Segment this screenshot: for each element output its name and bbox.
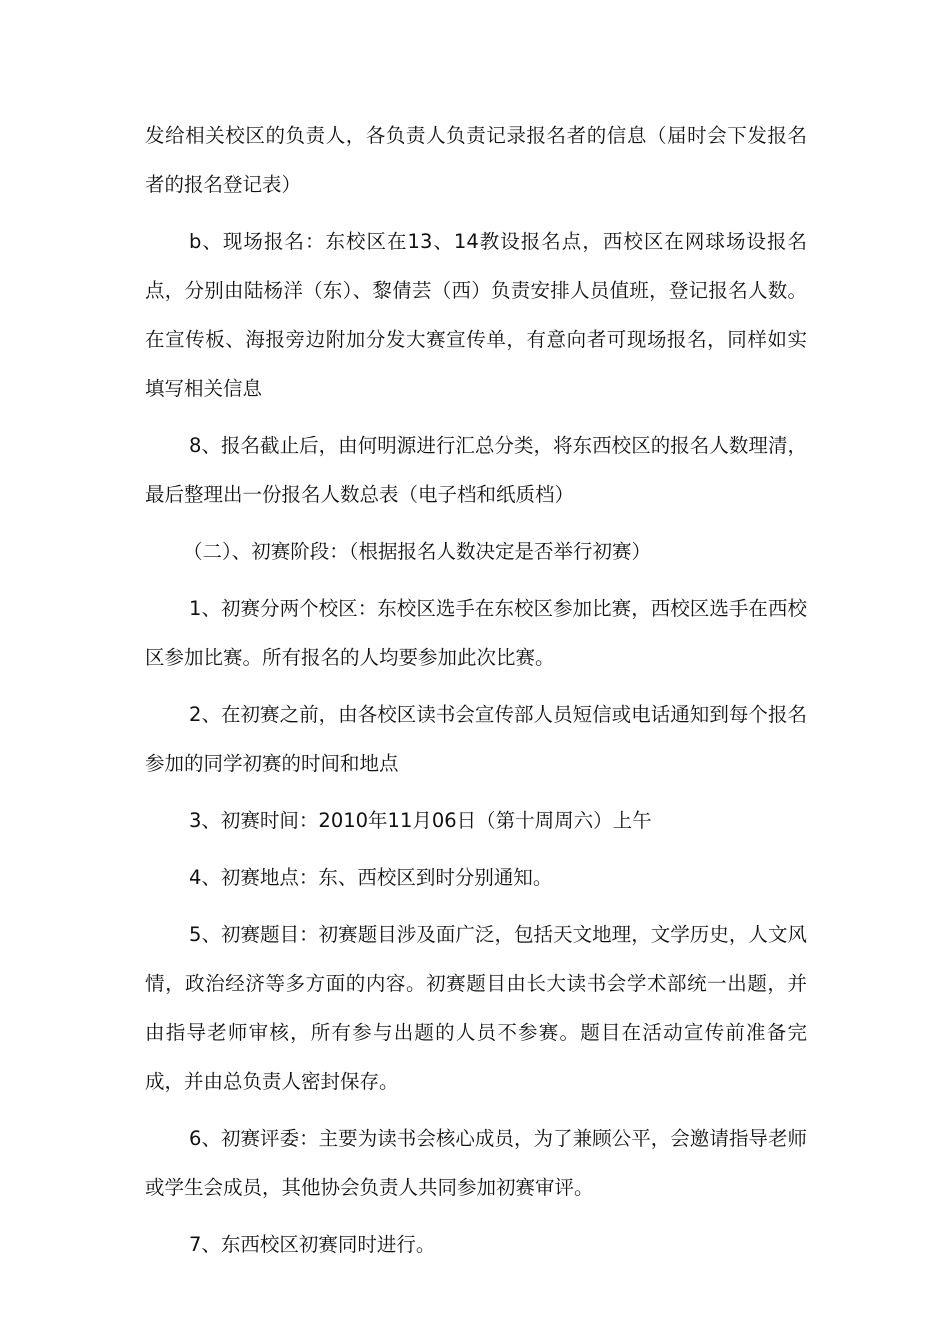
- paragraph-preliminary-time: 3、初赛时间：2010年11月06日（第十周周六）上午: [189, 809, 652, 832]
- paragraph-preliminary-location: 4、初赛地点：东、西校区到时分别通知。: [189, 866, 553, 889]
- paragraph-onsite-registration: b、现场报名：东校区在13、14教设报名点，西校区在网球场设报名点，分别由陆杨洋（东）、黎倩芸（西）负责安排人员值班，登记报名人数。在宣传板、海报旁边附加分发大赛宣传单，有意向者可现场报名，同样如实填写相关信息: [145, 230, 807, 400]
- paragraph-registration-deadline: 8、报名截止后，由何明源进行汇总分类，将东西校区的报名人数理清，最后整理出一份报名人数总表（电子档和纸质档）: [145, 434, 807, 506]
- section-heading-preliminary: （二）、初赛阶段：（根据报名人数决定是否举行初赛）: [183, 540, 652, 563]
- paragraph-registration-continued: 发给相关校区的负责人，各负责人负责记录报名者的信息（届时会下发报名者的报名登记表）: [145, 124, 807, 196]
- paragraph-preliminary-notification: 2、在初赛之前，由各校区读书会宣传部人员短信或电话通知到每个报名参加的同学初赛的时间和地点: [145, 703, 807, 775]
- paragraph-preliminary-judges: 6、初赛评委：主要为读书会核心成员，为了兼顾公平，会邀请指导老师或学生会成员，其他协会负责人共同参加初赛审评。: [145, 1127, 807, 1199]
- paragraph-preliminary-simultaneous: 7、东西校区初赛同时进行。: [189, 1233, 436, 1256]
- document-body: [145, 111, 807, 1277]
- paragraph-preliminary-questions: 5、初赛题目：初赛题目涉及面广泛，包括天文地理，文学历史，人文风情，政治经济等多方面的内容。初赛题目由长大读书会学术部统一出题，并由指导老师审核，所有参与出题的人员不参赛。题目在活动宣传前准备完成，并由总负责人密封保存。: [145, 923, 807, 1093]
- paragraph-preliminary-campuses: 1、初赛分两个校区：东校区选手在东校区参加比赛，西校区选手在西校区参加比赛。所有报名的人均要参加此次比赛。: [145, 597, 807, 669]
